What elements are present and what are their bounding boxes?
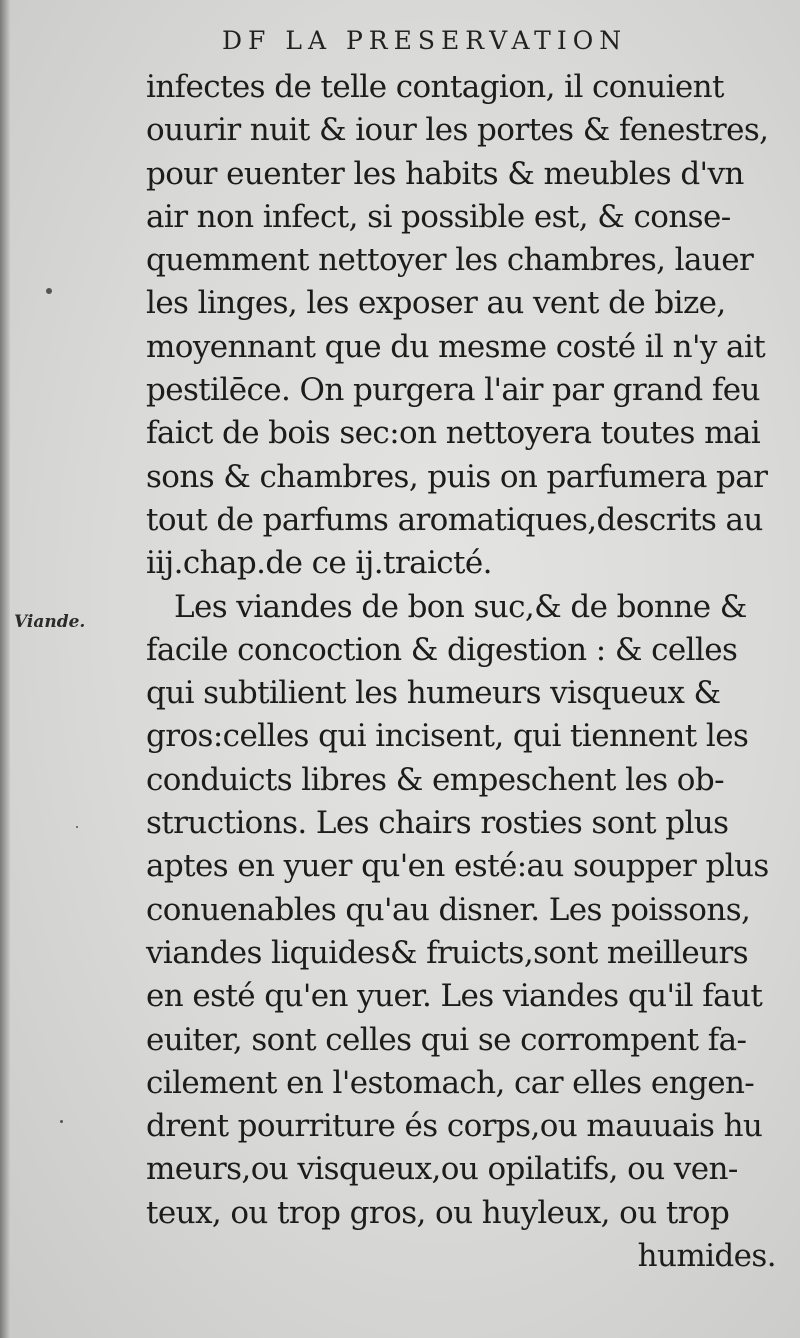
text-line: iij.chap.de ce ij.traicté. bbox=[146, 545, 492, 582]
text-line: gros:celles qui incisent, qui tiennent les bbox=[146, 718, 749, 755]
text-line: conuenables qu'au disner. Les poissons, bbox=[146, 891, 751, 928]
text-line-paragraph-start: Les viandes de bon suc,& de bonne & bbox=[174, 588, 747, 625]
text-line: quemment nettoyer les chambres, lauer bbox=[146, 242, 754, 279]
text-line: qui subtilient les humeurs visqueux & bbox=[146, 675, 721, 712]
text-line: structions. Les chairs rosties sont plus bbox=[146, 805, 729, 842]
text-line: drent pourriture és corps,ou mauuais hu bbox=[146, 1108, 763, 1145]
text-line: viandes liquides& fruicts,sont meilleurs bbox=[146, 934, 749, 971]
text-line: meurs,ou visqueux,ou opilatifs, ou ven- bbox=[146, 1151, 738, 1188]
text-line: aptes en yuer qu'en esté:au soupper plus bbox=[146, 848, 769, 885]
text-line: moyennant que du mesme costé il n'y ait bbox=[146, 328, 766, 365]
text-line: facile concoction & digestion : & celles bbox=[146, 631, 738, 668]
running-head: DF LA PRESERVATION bbox=[222, 26, 628, 55]
ink-speck bbox=[76, 826, 78, 828]
text-line: ouurir nuit & iour les portes & fenestres, bbox=[146, 112, 769, 149]
text-line: en esté qu'en yuer. Les viandes qu'il faut bbox=[146, 978, 763, 1015]
page-edge-shadow bbox=[0, 0, 10, 1338]
text-line: les linges, les exposer au vent de bize, bbox=[146, 285, 726, 322]
text-line: infectes de telle contagion, il conuient bbox=[146, 69, 724, 105]
body-text bbox=[146, 66, 776, 1278]
ink-speck bbox=[60, 1120, 63, 1123]
text-line: cilement en l'estomach, car elles engen- bbox=[146, 1064, 755, 1101]
text-line: air non infect, si possible est, & conse- bbox=[146, 198, 731, 235]
text-line: conduicts libres & empeschent les ob- bbox=[146, 761, 724, 798]
text-line: pour euenter les habits & meubles d'vn bbox=[146, 155, 744, 192]
text-line: sons & chambres, puis on parfumera par bbox=[146, 458, 768, 495]
text-line: euiter, sont celles qui se corrompent fa- bbox=[146, 1021, 747, 1058]
ink-speck bbox=[46, 288, 52, 294]
text-line-last: humides. bbox=[637, 1238, 776, 1275]
margin-note: Viande. bbox=[14, 612, 86, 632]
text-line: tout de parfums aromatiques,descrits au bbox=[146, 501, 763, 538]
text-line: teux, ou trop gros, ou huyleux, ou trop bbox=[146, 1194, 730, 1231]
text-line: faict de bois sec:on nettoyera toutes mai bbox=[146, 415, 761, 452]
text-line: pestilēce. On purgera l'air par grand feu bbox=[146, 372, 760, 409]
